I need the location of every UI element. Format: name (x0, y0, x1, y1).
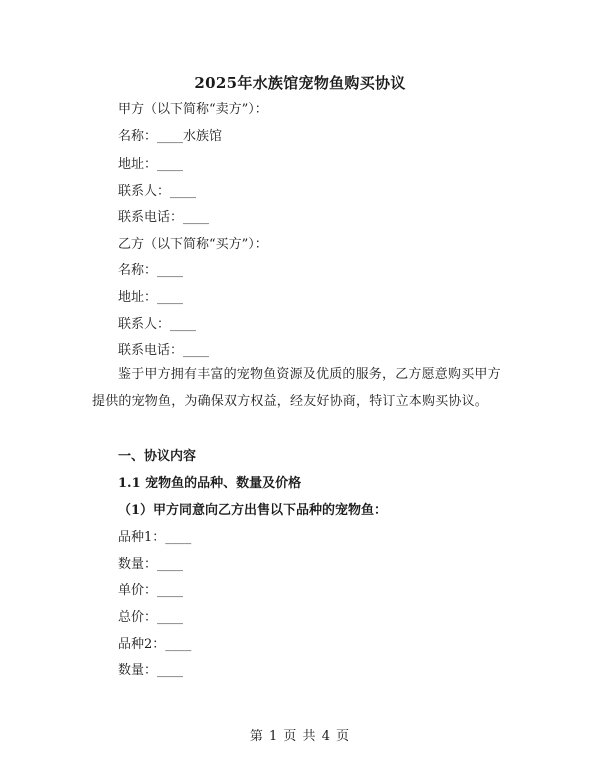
field-variety-1: 品种1：____ (118, 530, 192, 545)
party-a-address: 地址：____ (118, 157, 184, 172)
party-b-heading: 乙方（以下简称“买方”）： (118, 237, 268, 252)
section-1-heading: 一、协议内容 (118, 449, 197, 464)
field-unit-price-1: 单价：____ (118, 583, 184, 598)
party-a-name: 名称：____水族馆 (118, 129, 223, 144)
document-title: 2025年水族馆宠物鱼购买协议 (194, 74, 406, 92)
section-1-1-heading: 1.1 宠物鱼的品种、数量及价格 (118, 476, 302, 491)
field-quantity-2: 数量：____ (118, 663, 184, 678)
party-a-contact: 联系人：____ (118, 184, 197, 199)
party-b-contact: 联系人：____ (118, 317, 197, 332)
field-quantity-1: 数量：____ (118, 557, 184, 572)
item-1-heading: （1）甲方同意向乙方出售以下品种的宠物鱼： (118, 503, 388, 518)
page-footer: 第 1 页 共 4 页 (249, 729, 351, 744)
preamble-paragraph: 鉴于甲方拥有丰富的宠物鱼资源及优质的服务，乙方愿意购买甲方提供的宠物鱼，为确保双方权益，经友好协商，特订立本购买协议。 (92, 367, 501, 409)
party-b-phone: 联系电话：____ (118, 343, 210, 358)
party-a-heading: 甲方（以下简称“卖方”）： (118, 102, 268, 117)
party-a-phone: 联系电话：____ (118, 210, 210, 225)
party-b-name: 名称：____ (118, 263, 184, 278)
party-b-address: 地址：____ (118, 290, 184, 305)
field-variety-2: 品种2：____ (118, 637, 192, 652)
field-total-price-1: 总价：____ (118, 610, 184, 625)
